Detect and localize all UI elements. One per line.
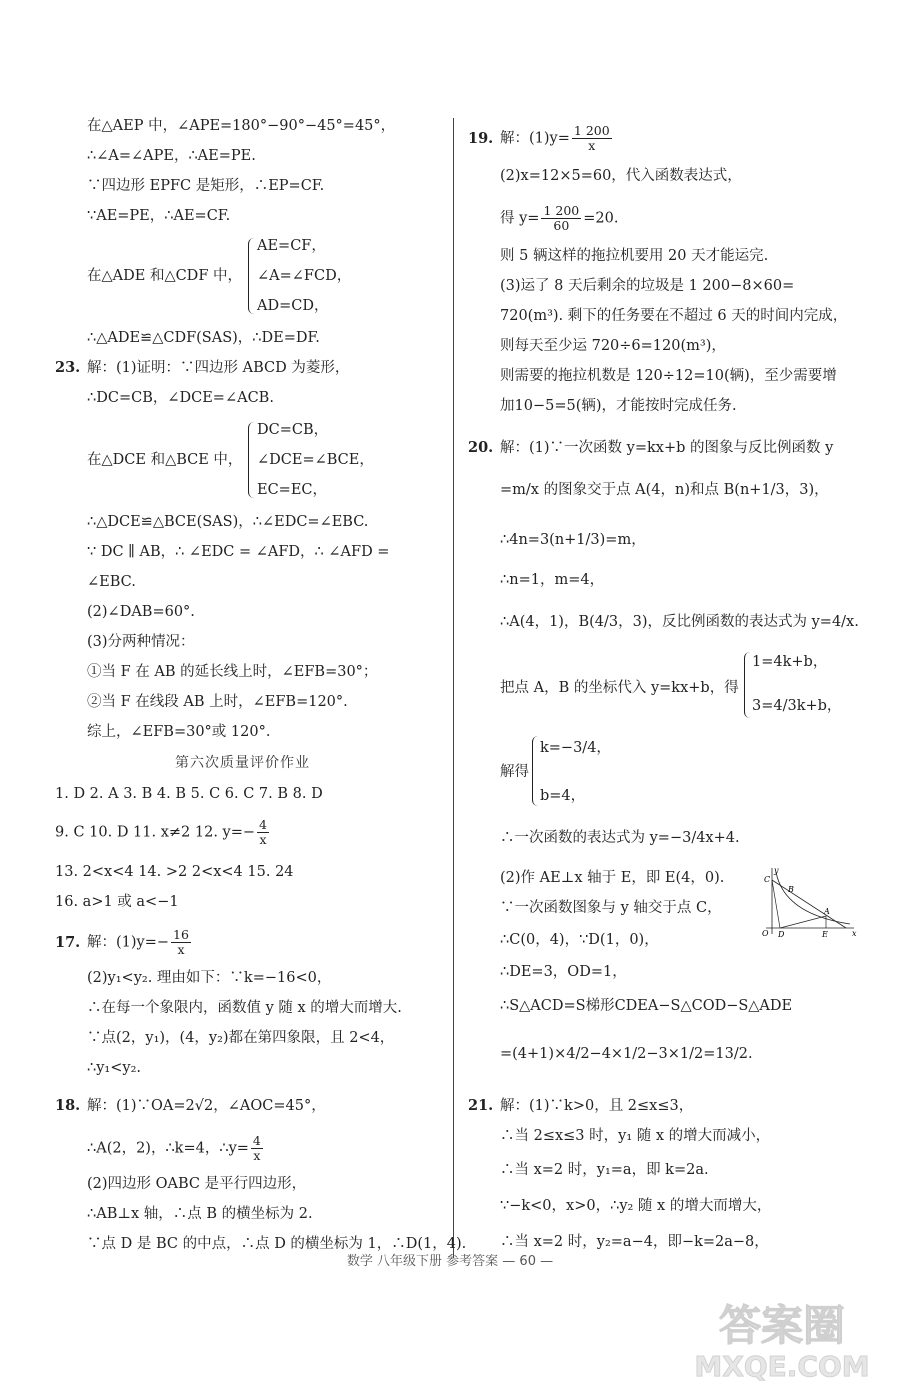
answer-text: 得 y= xyxy=(500,210,540,227)
text-line: ∴y₁<y₂. xyxy=(87,1060,141,1076)
text-line: 则每天至少运 720÷6=120(m³)， xyxy=(500,338,726,354)
denominator: x xyxy=(177,942,185,957)
label-e: E xyxy=(822,930,828,939)
question-21 xyxy=(468,1096,693,1116)
text-line: (2)x=12×5=60，代入函数表达式， xyxy=(500,168,742,184)
system-row: k=−3/4， xyxy=(540,740,611,756)
text-line: ∴△DCE≌△BCE(SAS)，∴∠EDC=∠EBC. xyxy=(87,514,369,530)
answer-text: 解：(1)y=− xyxy=(87,934,170,951)
text-line: 加10−5=5(辆)，才能按时完成任务. xyxy=(500,398,737,414)
text-line: ∵四边形 EPFC 是矩形，∴EP=CF. xyxy=(87,178,325,194)
numerator: 1 200 xyxy=(543,203,580,218)
column-divider xyxy=(453,118,454,1258)
text-line: (2)四边形 OABC 是平行四边形， xyxy=(87,1176,307,1192)
answer-text: 解：(1)y= xyxy=(500,130,570,147)
text-line: =(4+1)×4/2−4×1/2−3×1/2=13/2. xyxy=(500,1046,753,1062)
numerator: 4 xyxy=(252,1133,261,1148)
text-line: ∵一次函数图象与 y 轴交于点 C， xyxy=(500,900,722,916)
label-d: D xyxy=(778,930,785,939)
text-line: ∠EBC. xyxy=(87,574,136,590)
question-17 xyxy=(55,928,193,957)
question-23 xyxy=(55,358,349,378)
system-row: 1=4k+b， xyxy=(752,654,828,670)
text-line: ∴C(0，4)，∵D(1，0)， xyxy=(500,932,659,948)
system-row: 3=4/3k+b， xyxy=(752,698,842,714)
text-line: ∴DC=CB，∠DCE=∠ACB. xyxy=(87,390,274,406)
answer-text: ∴A(2，2)，∴k=4，∴y= xyxy=(87,1140,249,1157)
text-line: ①当 F 在 AB 的延长线上时，∠EFB=30°； xyxy=(87,664,378,680)
text-line: (3)分两种情况： xyxy=(87,634,195,650)
question-number: 21. xyxy=(468,1097,494,1114)
text-line: 720(m³). 剩下的任务要在不超过 6 天的时间内完成， xyxy=(500,308,848,324)
label-a: A xyxy=(824,907,830,916)
system-lead: 解得 xyxy=(500,764,529,780)
question-number: 17. xyxy=(55,933,81,951)
fraction xyxy=(572,124,612,153)
text-line: ∴当 x=2 时，y₂=a−4，即−k=2a−8， xyxy=(500,1234,769,1250)
text-line: ∵ DC ∥ AB，∴ ∠EDC = ∠AFD，∴ ∠AFD = xyxy=(87,544,390,560)
text-line: ∴S△ACD=S梯形CDEA−S△COD−S△ADE xyxy=(500,998,793,1014)
question-number: 18. xyxy=(55,1097,81,1114)
watermark-top: 答案圈 xyxy=(718,1301,846,1350)
function-graph xyxy=(758,864,858,942)
question-number: 19. xyxy=(468,129,494,147)
section-title: 第六次质量评价作业 xyxy=(175,755,310,771)
numerator: 16 xyxy=(173,927,189,942)
system-lead: 在△ADE 和△CDF 中， xyxy=(87,268,242,284)
fraction xyxy=(171,928,191,957)
text-line: ∴A(4，1)，B(4/3，3)，反比例函数的表达式为 y=4/x. xyxy=(500,614,859,630)
answer-text: =20. xyxy=(583,210,619,227)
text-line: ∵点(2，y₁)，(4，y₂)都在第四象限，且 2<4， xyxy=(87,1030,395,1046)
answer-row: 16. a>1 或 a<−1 xyxy=(55,894,179,910)
text-line: 解：(1)∵k>0，且 2≤x≤3， xyxy=(500,1098,694,1114)
text-line: ∴∠A=∠APE，∴AE=PE. xyxy=(87,148,256,164)
hyperbola-curve xyxy=(776,872,850,924)
question-number: 23. xyxy=(55,359,81,376)
text-line: ∴4n=3(n+1/3)=m， xyxy=(500,532,646,548)
answer-row: 1. D 2. A 3. B 4. B 5. C 6. C 7. B 8. D xyxy=(55,786,323,802)
fraction xyxy=(251,1134,263,1163)
fraction xyxy=(541,204,581,233)
system-row: b=4， xyxy=(540,788,586,804)
question-18 xyxy=(55,1096,326,1116)
watermark-logo xyxy=(682,1292,882,1382)
text-line: ②当 F 在线段 AB 上时，∠EFB=120°. xyxy=(87,694,348,710)
text-line: ∵−k<0，x>0，∴y₂ 随 x 的增大而增大， xyxy=(500,1198,772,1214)
text-line: 解：(1)证明：∵四边形 ABCD 为菱形， xyxy=(87,360,350,376)
segment-ad xyxy=(780,916,826,928)
text-line: ∴n=1，m=4， xyxy=(500,572,605,588)
brace xyxy=(744,652,751,718)
text-line xyxy=(87,1134,265,1163)
question-20 xyxy=(468,438,833,458)
text-line: 解：(1)∵OA=2√2，∠AOC=45°， xyxy=(87,1098,326,1114)
text-line: 在△AEP 中，∠APE=180°−90°−45°=45°， xyxy=(87,118,396,134)
label-x: x xyxy=(852,929,857,938)
system-row: DC=CB， xyxy=(257,422,329,438)
label-o: O xyxy=(762,929,769,938)
numerator: 4 xyxy=(259,817,267,832)
brace xyxy=(248,238,255,314)
system-row: ∠A=∠FCD， xyxy=(257,268,352,284)
text-line: ∵AE=PE，∴AE=CF. xyxy=(87,208,231,224)
answer-text: 9. C 10. D 11. x≠2 12. y=− xyxy=(55,824,256,841)
text-line: ∴一次函数的表达式为 y=−3/4x+4. xyxy=(500,830,740,846)
linear-function-line xyxy=(772,880,846,928)
segment-cd xyxy=(772,880,780,928)
label-y: y xyxy=(774,866,779,875)
label-b: B xyxy=(788,885,794,894)
text-line: 则 5 辆这样的拖拉机要用 20 天才能运完. xyxy=(500,248,769,264)
text-line: (3)运了 8 天后剩余的垃圾是 1 200−8×60= xyxy=(500,278,795,294)
system-row: AD=CD， xyxy=(257,298,329,314)
denominator: x xyxy=(259,832,267,847)
answer-row xyxy=(55,818,271,847)
page-footer: 数学 八年级下册 参考答案 — 60 — xyxy=(346,1254,554,1269)
text-line: ∴DE=3，OD=1， xyxy=(500,964,627,980)
question-number: 20. xyxy=(468,439,494,456)
text-line: (2)∠DAB=60°. xyxy=(87,604,195,620)
text-line: ∴当 2≤x≤3 时，y₁ 随 x 的增大而减小， xyxy=(500,1128,771,1144)
text-line: (2)作 AE⊥x 轴于 E，即 E(4，0). xyxy=(500,870,725,886)
text-line: ∴△ADE≌△CDF(SAS)，∴DE=DF. xyxy=(87,330,320,346)
numerator: 1 200 xyxy=(573,123,610,138)
text-line: 解：(1)∵一次函数 y=kx+b 的图象与反比例函数 y xyxy=(500,440,834,456)
text-line: ∴AB⊥x 轴，∴点 B 的横坐标为 2. xyxy=(87,1206,313,1222)
text-line: =m/x 的图象交于点 A(4，n)和点 B(n+1/3，3)， xyxy=(500,482,829,498)
brace xyxy=(532,736,539,806)
text-line xyxy=(500,204,618,233)
system-lead: 把点 A，B 的坐标代入 y=kx+b，得 xyxy=(500,680,739,696)
label-c: C xyxy=(764,875,771,884)
question-19 xyxy=(468,124,614,153)
watermark-bottom: MXQE.COM xyxy=(694,1350,870,1382)
system-lead: 在△DCE 和△BCE 中， xyxy=(87,452,243,468)
system-row: ∠DCE=∠BCE， xyxy=(257,452,374,468)
text-line: 综上，∠EFB=30°或 120°. xyxy=(87,724,271,740)
denominator: 60 xyxy=(553,218,570,233)
denominator: x xyxy=(253,1148,261,1163)
text-line: (2)y₁<y₂. 理由如下：∵k=−16<0， xyxy=(87,970,332,986)
brace xyxy=(248,422,255,498)
system-row: EC=EC， xyxy=(257,482,328,498)
answer-row: 13. 2<x<4 14. >2 2<x<4 15. 24 xyxy=(55,864,294,880)
text-line: 则需要的拖拉机数是 120÷12=10(辆)，至少需要增 xyxy=(500,368,837,384)
denominator: x xyxy=(588,138,596,153)
text-line: ∴当 x=2 时，y₁=a，即 k=2a. xyxy=(500,1162,709,1178)
text-line: ∴在每一个象限内，函数值 y 随 x 的增大而增大. xyxy=(87,1000,402,1016)
fraction xyxy=(257,818,269,847)
text-line: ∵点 D 是 BC 的中点，∴点 D 的横坐标为 1，∴D(1，4). xyxy=(87,1236,467,1252)
system-row: AE=CF， xyxy=(257,238,326,254)
